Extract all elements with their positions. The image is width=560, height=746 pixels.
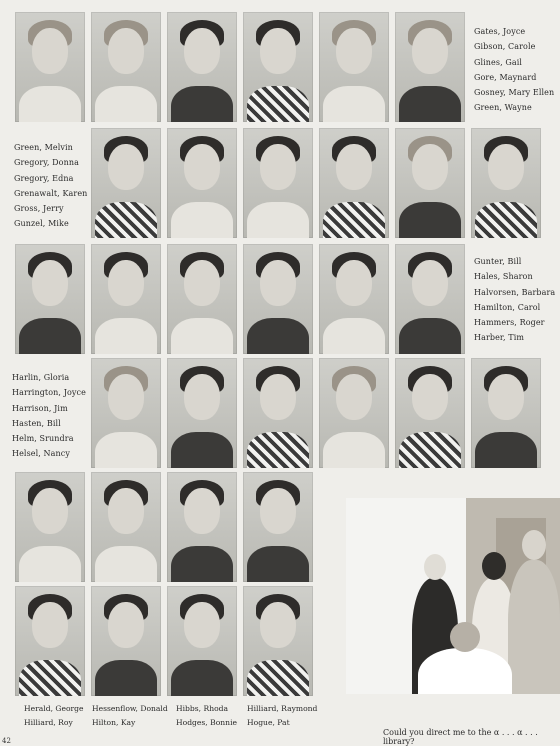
candid-library-photo (346, 498, 560, 694)
portrait-photo (395, 244, 465, 354)
portrait-photo (167, 128, 237, 238)
portrait-photo (395, 358, 465, 468)
student-name: Hales, Sharon (474, 272, 533, 282)
student-name: Hasten, Bill (12, 418, 61, 428)
student-name: Hodges, Bonnie (176, 718, 237, 727)
portrait-photo (471, 128, 541, 238)
portrait-photo (243, 128, 313, 238)
student-name: Harrington, Joyce (12, 388, 86, 398)
portrait-photo (243, 244, 313, 354)
name-list-row-1 (474, 24, 554, 116)
portrait-photo (167, 358, 237, 468)
student-name: Hamilton, Carol (474, 302, 541, 312)
student-name: Gosney, Mary Ellen (474, 88, 555, 98)
portrait-photo (15, 472, 85, 582)
student-name: Hogue, Pat (247, 718, 290, 727)
portrait-photo (243, 358, 313, 468)
student-name: Green, Melvin (14, 143, 73, 152)
student-name: Glines, Gail (474, 57, 523, 67)
student-name: Green, Wayne (474, 103, 532, 113)
student-name: Gunter, Bill (474, 257, 522, 266)
portrait-photo (243, 472, 313, 582)
student-name: Hilliard, Raymond (247, 704, 318, 713)
portrait-photo (167, 586, 237, 696)
portrait-photo (91, 128, 161, 238)
student-name: Harber, Tim (474, 333, 525, 343)
student-name: Herald, George (24, 704, 84, 713)
student-name: Harrison, Jim (12, 403, 68, 413)
portrait-photo (167, 472, 237, 582)
student-name: Hammers, Roger (474, 318, 545, 328)
portrait-photo (395, 12, 465, 122)
photo-caption (24, 702, 84, 730)
student-name: Helm, Srundra (12, 434, 74, 444)
student-name: Helsel, Nancy (12, 449, 70, 459)
portrait-photo (319, 128, 389, 238)
portrait-photo (15, 12, 85, 122)
photo-caption (92, 702, 168, 730)
student-name: Harlin, Gloria (12, 373, 70, 382)
student-name: Gross, Jerry (14, 204, 64, 214)
student-name: Halvorsen, Barbara (474, 287, 556, 297)
portrait-photo (167, 244, 237, 354)
student-name: Grenawalt, Karen (14, 188, 88, 198)
portrait-photo (319, 358, 389, 468)
student-name: Gregory, Edna (14, 173, 74, 183)
student-name: Gunzel, Mike (14, 219, 69, 229)
candid-caption: Could you direct me to the α . . . α . . . library? (383, 728, 538, 746)
page-number: 42 (2, 737, 11, 745)
portrait-photo (91, 244, 161, 354)
portrait-photo (15, 586, 85, 696)
portrait-photo (319, 244, 389, 354)
name-list-row-3 (474, 254, 555, 346)
name-list-row-4 (12, 370, 86, 462)
student-name: Hilton, Kay (92, 718, 136, 727)
portrait-photo (243, 12, 313, 122)
student-name: Gregory, Donna (14, 158, 79, 168)
photo-caption (176, 702, 237, 730)
portrait-photo (319, 12, 389, 122)
student-name: Gore, Maynard (474, 72, 537, 82)
portrait-photo (91, 12, 161, 122)
portrait-photo (243, 586, 313, 696)
portrait-photo (91, 358, 161, 468)
portrait-photo (471, 358, 541, 468)
portrait-photo (91, 586, 161, 696)
student-name: Hibbs, Rhoda (176, 704, 229, 713)
student-name: Hessenflow, Donald (92, 704, 168, 713)
portrait-photo (91, 472, 161, 582)
photo-caption (247, 702, 317, 730)
portrait-photo (167, 12, 237, 122)
student-name: Hilliard, Roy (24, 718, 73, 727)
student-name: Gates, Joyce (474, 27, 526, 36)
portrait-photo (395, 128, 465, 238)
name-list-row-2 (14, 140, 87, 232)
student-name: Gibson, Carole (474, 42, 536, 52)
portrait-photo (15, 244, 85, 354)
